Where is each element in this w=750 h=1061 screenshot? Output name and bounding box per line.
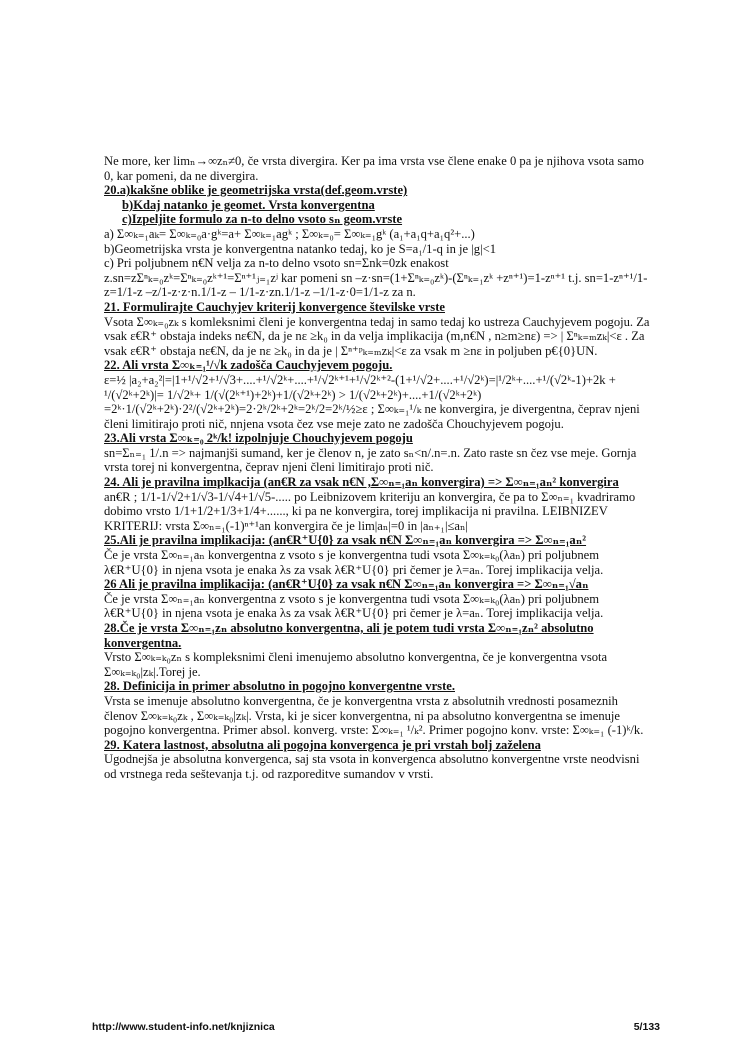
section-heading: 25.Ali je pravilna implikacija: (an€R⁺U{0} za vsak n€N Σ∞ₙ₌₁aₙ konvergira => Σ∞ₙ₌₁aₙ² — [104, 533, 587, 548]
body-paragraph: Vrsta se imenuje absolutno konvergentna, če je konvergentna vrsta z absolutnih vrednosti posameznih členov Σ∞ₖ₌ₖ₀zₖ , Σ∞ₖ₌ₖ₀|zₖ|. Vrsta, ki je sicer konvergentna, ni pa absolutno konvergentna se imenuje pogojno konvergentna. Primer absol. konverg. vrste: Σ∞ₖ₌₁ ¹/ₖ². Primer pogojno konv. vrste: Σ∞ₖ₌₁ (-1)ᵏ/k. — [104, 693, 644, 738]
body-paragraph: c) Pri poljubnem n€N velja za n-to delno vsoto sn=Σnk=0zk enakost — [104, 256, 449, 271]
section-heading: 26 Ali je pravilna implikacija: (an€R⁺U{0} za vsak n€N Σ∞ₙ₌₁aₙ konvergira => Σ∞ₙ₌₁√aₙ — [104, 577, 589, 592]
body-paragraph: ε=½ |a₂+a₂²|=|1+¹/√2+¹/√3+....+¹/√2ᵏ+....+¹/√2ᵏ⁺¹+¹/√2ᵏ⁺²-(1+¹/√2+....+¹/√2ᵏ)=|¹/2ᵏ+....+¹/(√2ᵏ-1)+2k + ¹/(√2ᵏ+2ᵏ)|= 1/√2ᵏ+ 1/(√(2ᵏ⁺¹)+2ᵏ)+1/(√2ᵏ+2ᵏ) > 1/(√2ᵏ+2ᵏ)+....+1/(√2ᵏ+2ᵏ) =2ᵏ·1/(√2ᵏ+2ᵏ)·2²/(√2ᵏ+2ᵏ)=2·2ᵏ/2ᵏ+2ᵏ=2ᵏ/2=2ᵏ/½≥ε ; Σ∞ₖ₌₁¹/ₖ ne konvergira, je divergentna, čeprav njeni členi limitirajo proti nič, nnjena vsota čez vse meje zato ne zadošča Chouchyjevem pogoju. — [104, 372, 640, 431]
body-paragraph: Če je vrsta Σ∞ₙ₌₁aₙ konvergentna z vsoto s je konvergentna tudi vsota Σ∞ₖ₌ₖ₀(λaₙ) pri poljubnem λ€R⁺U{0} in njena vsota je enaka λs za vsak λ€R⁺U{0} pri čemer je λ=aₙ. Torej implikacija velja. — [104, 591, 604, 621]
section-subheading: c)Izpeljite formulo za n-to delno vsoto sₙ geom.vrste — [122, 212, 403, 227]
section-heading: 24. Ali je pravilna implkacija (an€R za vsak n€N ,Σ∞ₙ₌₁aₙ konvergira) => Σ∞ₙ₌₁aₙ² konvergira — [104, 475, 619, 490]
body-paragraph: a) Σ∞ₖ₌₁aₖ= Σ∞ₖ₌₀a·gᵏ=a+ Σ∞ₖ₌₁agᵏ ; Σ∞ₖ₌₀= Σ∞ₖ₌₁gᵏ (a₁+a₁q+a₁q²+...) — [104, 226, 475, 241]
section-heading: 22. Ali vrsta Σ∞ₖ₌₁¹/√k zadošča Cauchyjevem pogoju. — [104, 358, 393, 373]
body-paragraph: Ugodnejša je absolutna konvergenca, saj sta vsota in konvergenca absolutno konvergentne vrste neodvisni od vrstnega reda seštevanja t.j. od razporeditve sumandov v vrsti. — [104, 752, 640, 781]
page-body — [104, 154, 652, 782]
section-heading: 28. Definicija in primer absolutno in pogojno konvergentne vrste. — [104, 679, 455, 694]
section-heading: 29. Katera lastnost, absolutna ali pogojna konvergenca je pri vrstah bolj zaželena — [104, 737, 541, 752]
footer-url[interactable]: http://www.student-info.net/knjiznica — [92, 1021, 275, 1033]
body-paragraph: Če je vrsta Σ∞ₙ₌₁aₙ konvergentna z vsoto s je konvergentna tudi vsota Σ∞ₖ₌ₖ₀(λaₙ) pri poljubnem λ€R⁺U{0} in njena vsota je enaka λs za vsak λ€R⁺U{0} pri čemer je λ=aₙ. Torej implikacija velja. — [104, 548, 604, 577]
section-heading: 28.Če je vrsta Σ∞ₙ₌₁zₙ absolutno konvergentna, ali je potem tudi vrsta Σ∞ₙ₌₁zₙ² absolutno konvergentna. — [104, 621, 594, 650]
section-heading: 23.Ali vrsta Σ∞ₖ₌₀ 2ᵏ/k! izpolnjuje Chouchyjevem pogoju — [104, 431, 413, 446]
section-subheading: b)Kdaj natanko je geomet. Vrsta konvergentna — [122, 197, 375, 212]
body-paragraph: z.sn=zΣⁿₖ₌₀zᵏ=Σⁿₖ₌₀zᵏ⁺¹=Σⁿ⁺¹ⱼ₌₁zʲ kar pomeni sn –z·sn=(1+Σⁿₖ₌₀zᵏ)-(Σⁿₖ₌₁zᵏ +zⁿ⁺¹)=1-zⁿ⁺¹ t.j. sn=1-zⁿ⁺¹/1-z=1/1-z –z/1-z·z·n.1/1-z – 1/1-z·zn.1/1-z –1/1-z·0=1/1-z za n. — [104, 270, 648, 300]
body-paragraph: an€R ; 1/1-1/√2+1/√3-1/√4+1/√5-..... po Leibnizovem kriteriju an konvergira, če pa to Σ∞ₙ₌₁ kvadriramo dobimo vrsto 1/1+1/2+1/3+1/4+......, ki pa ne konvergira, torej implikacija ni pravilna. LEIBNIZEV KRITERIJ: vrsta Σ∞ₙ₌₁(-1)ⁿ⁺¹an konvergira če je lim|aₙ|=0 in |aₙ₊₁|≤aₙ| — [104, 489, 636, 533]
body-paragraph: Ne more, ker limₙ→∞zₙ≠0, če vrsta divergira. Ker pa ima vrsta vse člene enake 0 pa je njihova vsota samo 0, kar pomeni, da ne divergira. — [104, 154, 644, 183]
section-heading: 20.a)kakšne oblike je geometrijska vrsta(def.geom.vrste) — [104, 183, 408, 198]
page-number: 5/133 — [633, 1021, 660, 1033]
body-paragraph: sn=Σₙ₌₁ 1/.n => najmanjši sumand, ker je členov n, je zato sₙ<n/.n=.n. Zato raste sn čez vse meje. Gornja vrsta torej ni konvergentna, čeprav njeni členi limitirajo proti nič. — [104, 445, 637, 475]
body-paragraph: Vsota Σ∞ₖ₌₀zₖ s komleksnimi členi je konvergentna tedaj in samo tedaj ko ustreza Cauchyjevem pogoju. Za vsak ε€R⁺ obstaja indeks nε€N, da je nε ≥k₀ in da velja implikacija (m,n€N , n≥m≥nε) => | Σⁿₖ₌ₘzₖ|<ε . Za vsak ε€R⁺ obstaja nε€N, da je nε ≥k₀ in da je | Σⁿ⁺ᵖₖ₌ₘzₖ|<ε za vsak m ≥nε in poljuben p€{0}UN. — [104, 314, 650, 358]
section-heading: 21. Formulirajte Cauchyjev kriterij konvergence številske vrste — [104, 299, 445, 314]
body-paragraph: b)Geometrijska vrsta je konvergentna natanko tedaj, ko je S=a₁/1-q in je |g|<1 — [104, 241, 497, 256]
body-paragraph: Vrsto Σ∞ₖ₌ₖ₀zₙ s kompleksnimi členi imenujemo absolutno konvergentna, če je konvergentna vsota Σ∞ₖ₌ₖ₀|zₖ|.Torej je. — [104, 650, 608, 679]
